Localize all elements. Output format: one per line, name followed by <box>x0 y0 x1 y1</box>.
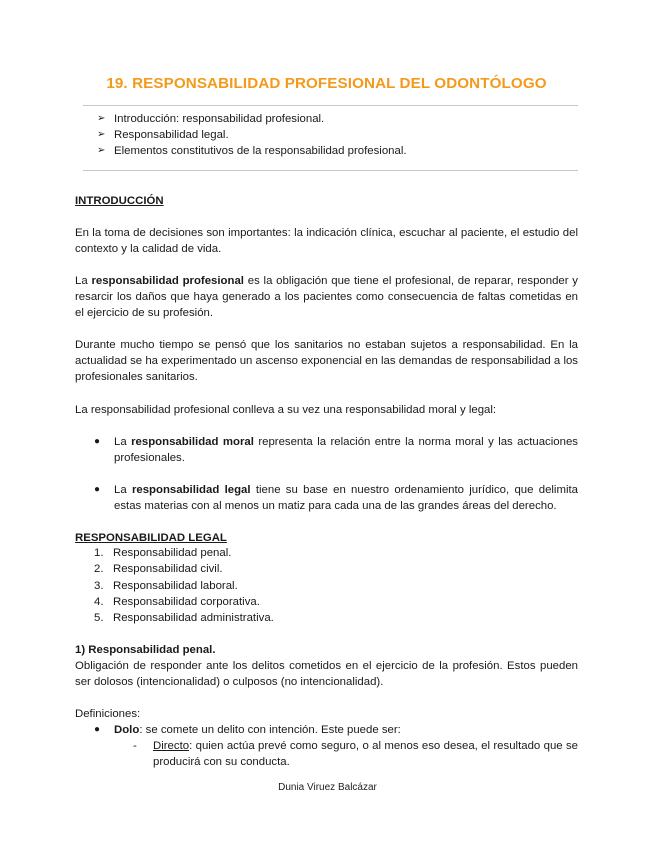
table-of-contents <box>97 111 407 159</box>
toc-item: ➢ Responsabilidad legal. <box>97 129 229 141</box>
divider-bottom <box>83 170 578 171</box>
penal-paragraph: Obligación de responder ante los delitos cometidos en el ejercicio de la profesión. Estos pueden ser dolosos (intencionalidad) o culposos (no intencionalidad). <box>75 660 578 688</box>
footer-author: Dunia Viruez Balcázar <box>278 782 377 793</box>
arrow-bullet-icon: ➢ <box>97 145 106 156</box>
bullet-dolo: ● Dolo: se comete un delito con intención. Este puede ser: <box>94 724 401 736</box>
list-item: 1. Responsabilidad penal. <box>94 547 232 559</box>
list-item: 5. Responsabilidad administrativa. <box>94 612 274 625</box>
arrow-bullet-icon: ➢ <box>97 129 106 140</box>
bullet-moral: ● La responsabilidad moral representa la relación entre la norma moral y las actuaciones profesionales. <box>94 436 578 464</box>
penal-heading: 1) Responsabilidad penal. <box>75 644 216 656</box>
bullet-dot-icon: ● <box>94 484 101 495</box>
legal-list <box>94 545 274 626</box>
list-item: 4. Responsabilidad corporativa. <box>94 595 260 608</box>
arrow-bullet-icon: ➢ <box>97 113 106 124</box>
intro-paragraph-2: La responsabilidad profesional es la obligación que tiene el profesional, de reparar, responder y resarcir los daños que haya generado a los pacientes como consecuencia de faltas cometidas en el ejercicio de su profesión. <box>75 275 579 319</box>
legal-heading: RESPONSABILIDAD LEGAL <box>75 532 227 544</box>
toc-item: ➢ Elementos constitutivos de la responsabilidad profesional. <box>97 145 407 157</box>
list-item: 2. Responsabilidad civil. <box>94 563 223 576</box>
page-title: 19. RESPONSABILIDAD PROFESIONAL DEL ODONTÓLOGO <box>106 75 547 92</box>
intro-paragraph-4: La responsabilidad profesional conlleva a su vez una responsabilidad moral y legal: <box>75 404 497 416</box>
intro-paragraph-1: En la toma de decisiones son importantes: la indicación clínica, escuchar al paciente, el estudio del contexto y la calidad de vida. <box>75 227 578 255</box>
list-item: 3. Responsabilidad laboral. <box>94 579 238 592</box>
definitions-label: Definiciones: <box>75 708 141 720</box>
bullet-dot-icon: ● <box>94 724 101 735</box>
bullet-legal: ● La responsabilidad legal tiene su base en nuestro ordenamiento jurídico, que delimita estas materias con al menos un matiz para cada una de las grandes áreas del derecho. <box>94 484 578 512</box>
dash-bullet-icon: - <box>133 740 137 752</box>
sub-item-directo: - Directo: quien actúa prevé como seguro, o al menos eso desea, el resultado que se producirá con su conducta. <box>133 740 578 768</box>
divider-top <box>83 105 578 106</box>
bullet-dot-icon: ● <box>94 436 101 447</box>
toc-item: ➢ Introducción: responsabilidad profesional. <box>97 113 325 125</box>
intro-heading: INTRODUCCIÓN <box>75 195 164 207</box>
intro-paragraph-3: Durante mucho tiempo se pensó que los sanitarios no estaban sujetos a responsabilidad. En la actualidad se ha experimentado un ascenso exponencial en las demandas de responsabilidad a los profesionales sanitarios. <box>75 339 578 383</box>
